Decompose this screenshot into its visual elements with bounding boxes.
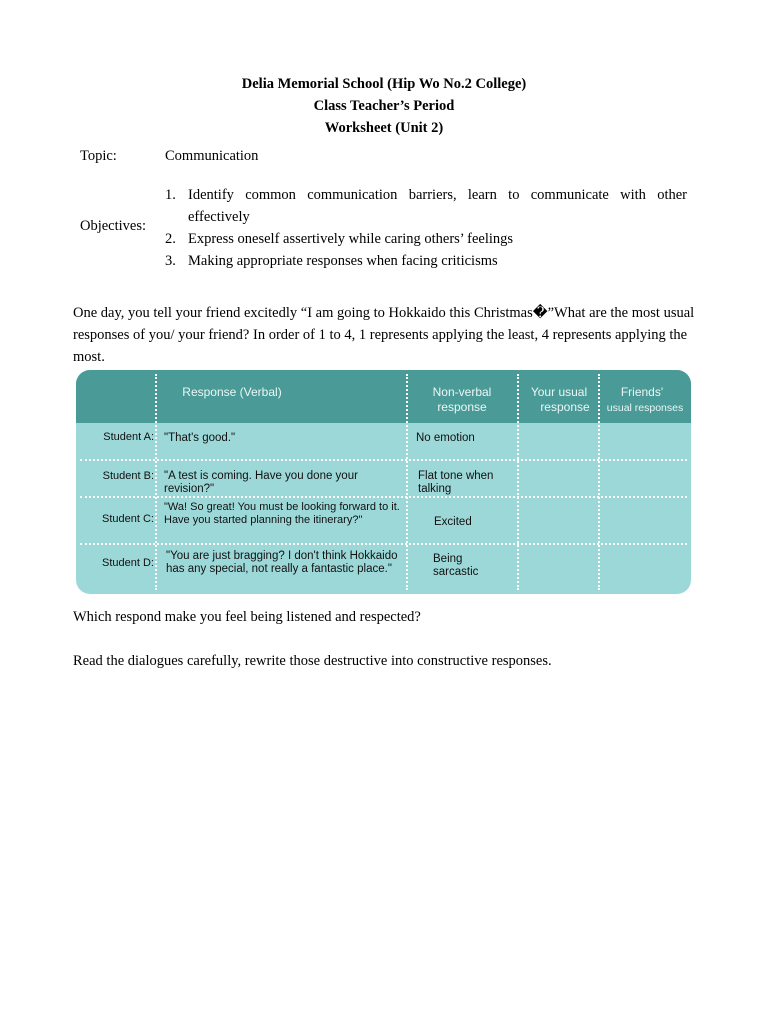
row-divider: [80, 496, 687, 498]
objective-number: 2.: [165, 231, 176, 247]
column-divider: [406, 374, 408, 590]
row-label-student-a: Student A:: [103, 431, 154, 443]
row-label-student-b: Student B:: [102, 470, 154, 482]
column-divider: [155, 374, 157, 590]
verbal-response-a: "That's good.": [164, 432, 236, 444]
school-name: Delia Memorial School (Hip Wo No.2 College): [241, 76, 527, 92]
objective-text: Identify common communication barriers, learn to communicate with other effectively: [188, 187, 687, 225]
nonverbal-response-d: Being sarcastic: [433, 553, 479, 578]
row-label-student-d: Student D:: [102, 557, 154, 569]
period-title: Class Teacher’s Period: [313, 98, 455, 114]
header-friends-line1: Friends': [620, 385, 664, 399]
intro-paragraph: One day, you tell your friend excitedly “I am going to Hokkaido this Christmas�”What are the most usual responses of you/ your friend? In order of 1 to 4, 1 represents applying the least, 4 represents applying the most.: [73, 305, 695, 365]
question-text: Which respond make you feel being listened and respected?: [73, 609, 421, 625]
instruction-text: Read the dialogues carefully, rewrite those destructive into constructive responses.: [73, 653, 552, 669]
nonverbal-response-a: No emotion: [416, 432, 475, 444]
verbal-response-b: "A test is coming. Have you done your revision?": [164, 470, 358, 495]
worksheet-title: Worksheet (Unit 2): [324, 120, 444, 136]
header-nonverbal-line1: Non-verbal: [432, 385, 492, 399]
objective-number: 3.: [165, 253, 176, 269]
nonverbal-response-c: Excited: [434, 516, 472, 528]
objective-text: Making appropriate responses when facing criticisms: [188, 253, 498, 269]
verbal-response-c: "Wa! So great! You must be looking forward to it. Have you started planning the itinerary?": [164, 501, 400, 526]
header-nonverbal-line2: response: [437, 400, 487, 414]
objectives-label: Objectives:: [80, 218, 147, 234]
responses-table: [76, 370, 691, 594]
verbal-response-d: "You are just bragging? I don't think Hokkaido has any special, not really a fantastic place.": [166, 550, 398, 575]
header-usual-line1: Your usual: [530, 385, 588, 399]
header-verbal: Response (Verbal): [182, 385, 282, 399]
topic-value: Communication: [165, 148, 259, 164]
objective-item: [165, 184, 687, 228]
objectives-list: [165, 184, 687, 272]
row-divider: [80, 459, 687, 461]
objective-text: Express oneself assertively while caring others’ feelings: [188, 231, 514, 247]
row-label-student-c: Student C:: [102, 513, 154, 525]
objective-item: [165, 250, 687, 272]
topic-label: Topic:: [80, 148, 117, 164]
header-usual-line2: response: [540, 400, 590, 414]
row-divider: [80, 543, 687, 545]
objective-number: 1.: [165, 187, 176, 203]
column-divider: [517, 374, 519, 590]
nonverbal-response-b: Flat tone when talking: [418, 470, 494, 495]
header-friends-line2: usual responses: [606, 402, 684, 414]
objective-item: [165, 228, 687, 250]
